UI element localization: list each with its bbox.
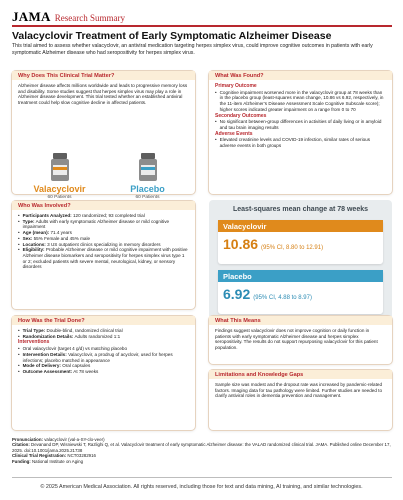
placebo-label: Placebo	[130, 184, 165, 194]
pill-bottle-icon	[51, 153, 69, 181]
found-heading: What Was Found?	[209, 71, 392, 80]
intro-text: This trial aimed to assess whether valacyclovir, an antiviral medication targeting herpes simplex virus, could improve cognitive outcomes in patients with early symptomatic Alzheimer disease who had seropositivity for herpes simplex virus.	[12, 43, 373, 56]
valacyclovir-count: 60 Patients	[47, 195, 72, 200]
placebo-result-label: Placebo	[218, 270, 383, 282]
primary-outcome-label: Primary Outcome	[215, 83, 257, 89]
results-box	[209, 200, 392, 323]
list-item: • Locations: 3 US outpatient clinics specializing in memory disorders	[18, 241, 161, 247]
list-item: • Eligibility: Probable Alzheimer disease or mild cognitive impairment with positive Alzheimer disease biomarkers and seropositivity for herpes simplex virus type 1 or 2; excluded patients with severe mental, neurological, kidney, or sensory disorders	[18, 247, 188, 270]
why-text: Alzheimer disease affects millions worldwide and leads to progressive memory loss and disability. Some studies suggest that herpes simplex virus may play a role in Alzheimer disease development. This trial tested whether an established antiviral treatment could help slow cognitive decline in affected patients.	[18, 83, 188, 106]
placebo-group	[118, 153, 178, 200]
limits-text: Sample size was modest and the dropout rate was increased by pandemic-related factors. Imaging data for tau pathology were limited. Further studies are needed to clarify antiviral roles in dementia prevention and management.	[215, 382, 382, 399]
list-item: • Randomization Details: Adults randomized 1:1	[18, 333, 121, 339]
why-heading: Why Does This Clinical Trial Matter?	[12, 71, 195, 80]
valacyclovir-group	[30, 153, 90, 200]
results-title: Least-squares mean change at 78 weeks	[232, 206, 368, 213]
primary-outcome-text: Cognitive impairment worsened more in the valacyclovir group at 78 weeks than in the placebo group (least-squares mean change, 10.86 vs 6.92, respectively, in the 11-item Alzheimer’s Disease Assessment Scale Cognitive Subscale score); higher scores indicated greater impairment on a range from 0 to 70	[219, 89, 384, 112]
journal-header	[12, 9, 392, 23]
how-panel	[12, 316, 195, 430]
limits-panel	[209, 370, 392, 430]
registration-text: NCT03282916	[67, 453, 96, 459]
interventions-label: Interventions	[18, 339, 50, 346]
valacyclovir-label: Valacyclovir	[33, 184, 86, 194]
footer-divider	[12, 477, 392, 478]
list-item: • Age (mean): 71.4 years	[18, 230, 72, 236]
means-text: Findings suggest valacyclovir does not improve cognition or daily function in patients with early symptomatic Alzheimer disease and herpes simplex seropositivity. The results do not support repurposing valacyclovir for this patient population.	[215, 328, 378, 351]
why-panel	[12, 71, 195, 200]
copyright-text: © 2025 American Medical Association. All rights reserved, including those for text and data mining, AI training, and similar technologies.	[40, 484, 363, 490]
valacyclovir-result-card	[218, 220, 383, 264]
research-summary-label: Research Summary	[54, 13, 125, 23]
list-item: • Participants Analyzed: 120 randomized; 93 completed trial	[18, 213, 145, 218]
citation-text: Devanand DP, Wisniewski T, Razlighi Q, et al. Valacyclovir treatment of early symptomatic Alzheimer disease: the VALAD randomized clinical trial. JAMA. Published online December 17, 2025. doi:10.1001/jama.2025.21738	[12, 442, 391, 453]
list-item: • Outcome Assessment: At 78 weeks	[18, 368, 99, 374]
valacyclovir-result-label: Valacyclovir	[218, 220, 383, 232]
adverse-events-text: Elevated creatinine levels and COVID-19 infection, similar rates of serious adverse events in both groups	[219, 137, 370, 149]
funding-text: National Institute on Aging	[32, 458, 84, 464]
jama-logo: JAMA	[12, 9, 51, 24]
how-heading: How Was the Trial Done?	[12, 316, 195, 325]
secondary-outcome-text: No significant between-group differences in activities of daily living or in amyloid and tau brain imaging results	[219, 119, 382, 130]
found-panel: What Was Found? Primary Outcome • Cognitive impairment worsened more in the valacyclovir group at 78 weeks than in the placebo group (least-squares mean change, 10.86 vs 6.92, respectively, in the 11-item Alzheimer’s Disease Assessment Scale Cognitive Subscale score); higher scores indicated greater impairment on a range from 0 to 70 Secondary Outcomes • No significant between-group differences in activities of daily living or in amyloid and tau brain imaging results Adverse Events • Elevated creatinine levels and COVID-19 infection, similar rates of serious adverse events in both groups	[209, 71, 392, 194]
page-title: Valacyclovir Treatment of Early Symptomatic Alzheimer Disease	[12, 30, 332, 42]
list-item: • Trial Type: Double-blind, randomized clinical trial	[18, 328, 123, 333]
placebo-result-ci: (95% CI, 4.88 to 8.97)	[253, 295, 312, 301]
secondary-outcome-label: Secondary Outcomes	[215, 112, 267, 119]
list-item: • Mode of Delivery: Oral capsules	[18, 363, 91, 369]
involved-panel	[12, 201, 195, 309]
means-heading: What This Means	[209, 316, 392, 325]
valacyclovir-result-ci: (95% CI, 8.80 to 12.91)	[261, 245, 324, 251]
adverse-events-label: Adverse Events	[215, 130, 253, 137]
placebo-result-card	[218, 270, 383, 314]
placebo-result-value: 6.92	[223, 286, 251, 302]
drug-groups	[12, 153, 195, 200]
list-item: • Sex: 55% Female and 45% male	[18, 235, 91, 241]
limits-heading: Limitations and Knowledge Gaps	[209, 370, 392, 379]
means-panel	[209, 316, 392, 364]
header-divider	[12, 25, 392, 27]
list-item: • Intervention Details: Valacyclovir, a prodrug of acyclovir, used for herpes infections; placebo matched in appearance	[18, 351, 173, 363]
pill-bottle-icon	[139, 153, 157, 181]
valacyclovir-result-value: 10.86	[223, 236, 259, 252]
list-item: • Oral valacyclovir (target 4 g/d) vs matching placebo	[18, 346, 128, 352]
placebo-count: 60 Patients	[135, 195, 160, 200]
involved-heading: Who Was Involved?	[12, 201, 195, 210]
pronunciation-text: valacyclovir (val-a-SY-clo-veer)	[44, 437, 105, 442]
list-item: • Type: Adults with early symptomatic Alzheimer disease or mild cognitive impairment	[18, 218, 170, 230]
footer-notes: Pronunciation: valacyclovir (val-a-SY-clo-veer) Citation: Devanand DP, Wisniewski T, Razlighi Q, et al. Valacyclovir treatment of early symptomatic Alzheimer disease: the VALAD randomized clinical trial. JAMA. Published online December 17, 2025. doi:10.1001/jama.2025.21738 Clinical Trial Registration: NCT03282916 Funding: National Institute on Aging	[12, 437, 391, 464]
